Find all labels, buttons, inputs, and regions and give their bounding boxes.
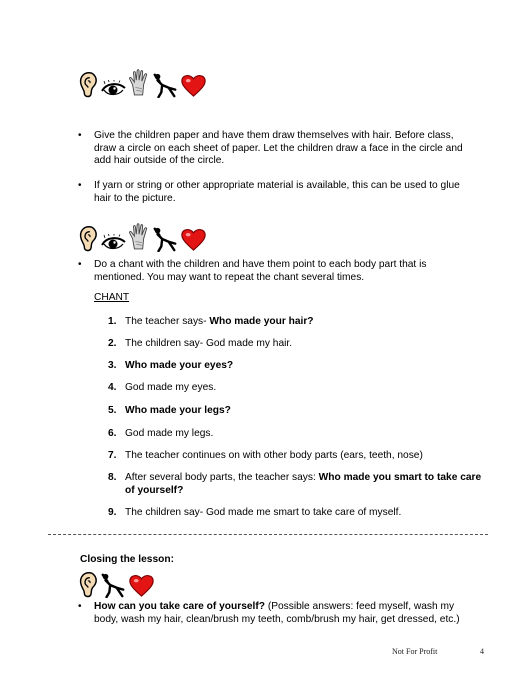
heart-icon <box>180 73 207 98</box>
chant-item: 9. The children say- God made me smart to take care of myself. <box>108 507 402 518</box>
activity-bullet-chant: • Do a chant with the children and have them point to each body part that is mentioned. You may want to repeat the chant several times. <box>78 259 427 283</box>
activity-bullet-yarn: • If yarn or string or other appropriate material is available, this can be used to glue hair to the picture. <box>78 180 460 204</box>
ear-icon <box>78 70 98 98</box>
activity-bullet-draw: • Give the children paper and have them draw themselves with hair. Before class, draw a circle on each sheet of paper. Let the children draw a face in the circle and add hair outside of the circle. <box>78 130 463 167</box>
stretching-figure-icon <box>152 226 178 252</box>
chant-item: 2. The children say- God made my hair. <box>108 338 293 349</box>
ear-icon <box>78 224 98 252</box>
closing-heading: Closing the lesson: <box>80 554 174 565</box>
footer-label: Not For Profit <box>392 647 438 656</box>
chant-item: 8. After several body parts, the teacher says: Who made you smart to take care of yourself? <box>108 472 482 496</box>
body-parts-icon-row-3 <box>78 570 155 598</box>
bullet-dot: • <box>78 180 82 191</box>
heart-icon <box>128 573 155 598</box>
body-parts-icon-row-1 <box>78 68 207 98</box>
section-divider <box>48 534 488 535</box>
page-number: 4 <box>480 647 484 656</box>
chant-item: 1. The teacher says- Who made your hair? <box>108 316 314 327</box>
bullet-dot: • <box>78 130 82 141</box>
chant-heading: CHANT <box>94 292 130 303</box>
bullet-dot: • <box>78 259 82 270</box>
eye-icon <box>100 80 126 98</box>
chant-item: 3. Who made your eyes? <box>108 360 234 371</box>
chant-item: 6. God made my legs. <box>108 428 214 439</box>
body-parts-icon-row-2 <box>78 222 207 252</box>
eye-icon <box>100 234 126 252</box>
ear-icon <box>78 570 98 598</box>
chant-item: 5. Who made your legs? <box>108 405 231 416</box>
stretching-figure-icon <box>100 572 126 598</box>
chant-item: 7. The teacher continues on with other body parts (ears, teeth, nose) <box>108 450 423 461</box>
closing-bullet: • How can you take care of yourself? (Possible answers: feed myself, wash my body, wash my hair, clean/brush my teeth, comb/brush my hair, get dressed, etc.) <box>78 601 460 625</box>
chant-item: 4. God made my eyes. <box>108 382 217 393</box>
heart-icon <box>180 227 207 252</box>
bullet-dot: • <box>78 601 82 612</box>
hand-icon <box>128 68 150 98</box>
stretching-figure-icon <box>152 72 178 98</box>
hand-icon <box>128 222 150 252</box>
